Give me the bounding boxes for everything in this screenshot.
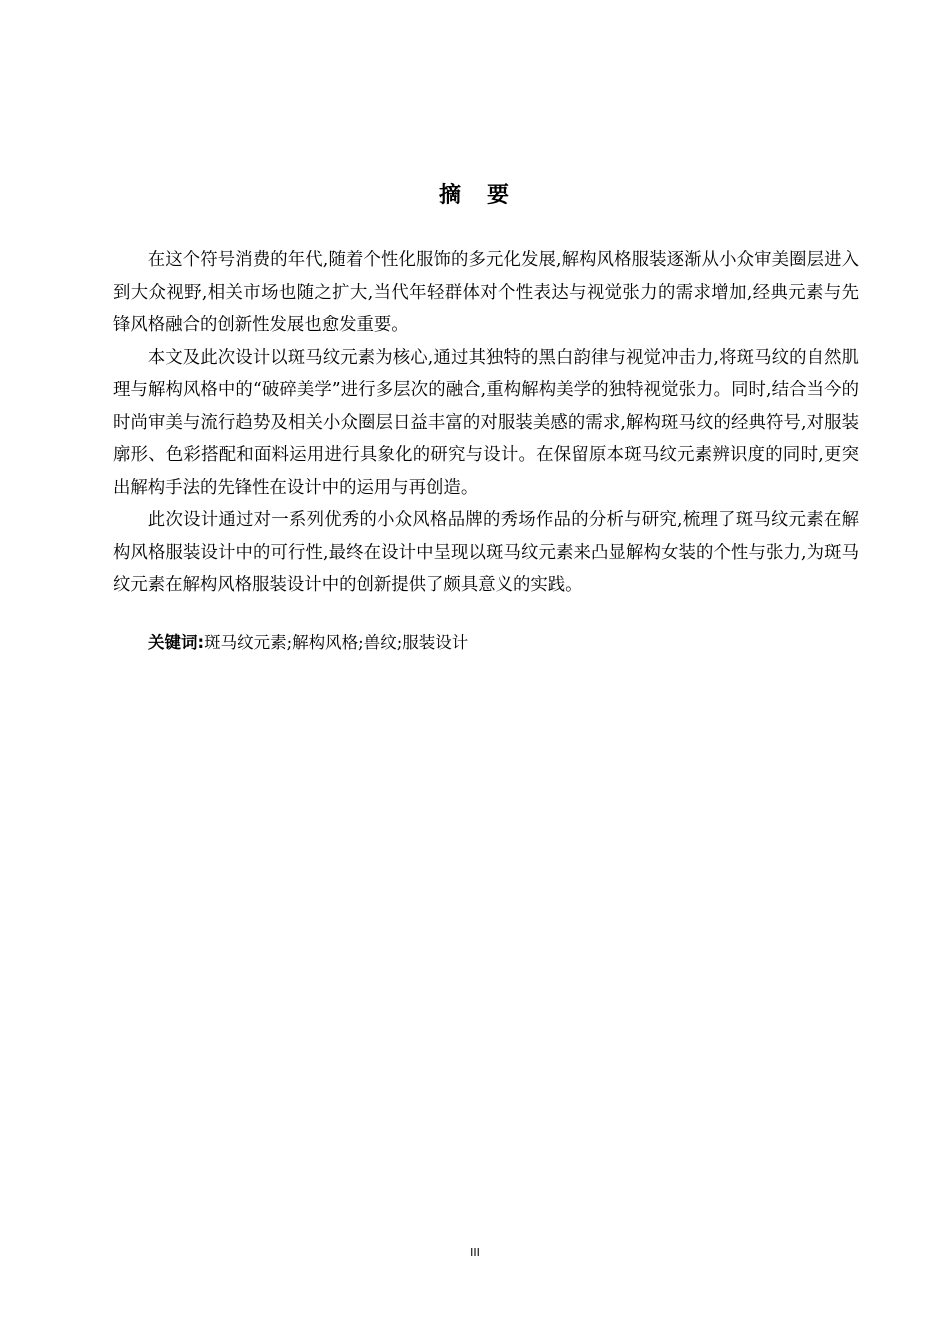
keywords-line [148, 629, 848, 657]
keywords-value: 斑马纹元素;解构风格;兽纹;服装设计 [204, 633, 469, 652]
abstract-body [113, 244, 859, 602]
abstract-paragraph-3: 此次设计通过对一系列优秀的小众风格品牌的秀场作品的分析与研究,梳理了斑马纹元素在解构风格服装设计中的可行性,最终在设计中呈现以斑马纹元素来凸显解构女装的个性与张力,为斑马纹元素在解构风格服装设计中的创新提供了颇具意义的实践。 [113, 510, 859, 595]
abstract-title: 摘 要 [438, 183, 511, 208]
page-number: III [470, 1246, 480, 1259]
abstract-paragraph-2: 本文及此次设计以斑马纹元素为核心,通过其独特的黑白韵律与视觉冲击力,将斑马纹的自然肌理与解构风格中的“破碎美学”进行多层次的融合,重构解构美学的独特视觉张力。同时,结合当今的时尚审美与流行趋势及相关小众圈层日益丰富的对服装美感的需求,解构斑马纹的经典符号,对服装廓形、色彩搭配和面料运用进行具象化的研究与设计。在保留原本斑马纹元素辨识度的同时,更突出解构手法的先锋性在设计中的运用与再创造。 [113, 347, 859, 498]
abstract-paragraph-1: 在这个符号消费的年代,随着个性化服饰的多元化发展,解构风格服装逐渐从小众审美圈层进入到大众视野,相关市场也随之扩大,当代年轻群体对个性表达与视觉张力的需求增加,经典元素与先锋风格融合的创新性发展也愈发重要。 [113, 250, 859, 335]
keywords-label: 关键词: [148, 633, 205, 652]
